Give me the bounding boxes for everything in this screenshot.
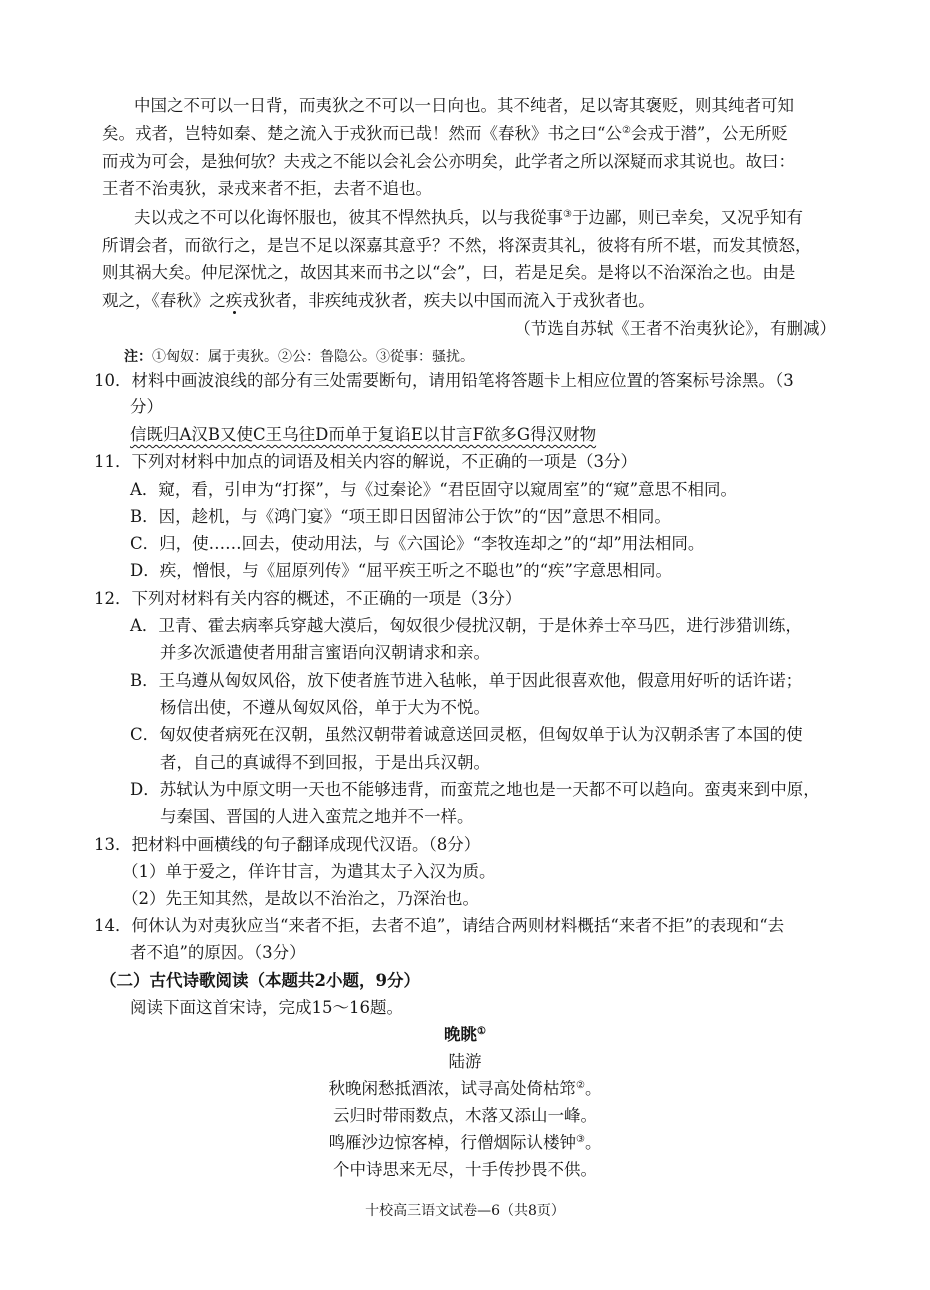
poem-text: 鸣雁沙边惊客棹，行僧烟际认楼钟	[328, 1133, 577, 1152]
option-a: A．窥，看，引申为“打探”，与《过秦论》“君臣固守以窥周室”的“窥”意思不相同。	[130, 480, 738, 499]
translation-sentence-1: （1）单于爱之，佯许甘言，为遣其太子入汉为质。	[122, 862, 496, 881]
poem-line-1	[0, 1078, 930, 1100]
footnote-marker: ①	[477, 1026, 486, 1037]
passage-line	[102, 290, 655, 312]
passage-line: 则其祸大矣。仲尼深忧之，故因其来而书之以“会”，曰，若是足矣。是将以不治深治之也。由是	[102, 263, 796, 282]
option-a-cont: 并多次派遣使者用甜言蜜语向汉朝请求和亲。	[160, 643, 490, 662]
passage-line: 而戎为可会，是独何欤？夫戎之不能以会礼会公亦明矣，此学者之所以深疑而求其说也。故曰：	[102, 152, 795, 171]
footnotes	[124, 346, 474, 368]
passage-line	[134, 207, 803, 229]
poem-title	[0, 1024, 930, 1046]
source-citation: （节选自苏轼《王者不治夷狄论》，有删减）	[514, 319, 836, 338]
footnote-marker: ②	[576, 1080, 585, 1091]
passage-line: 王者不治夷狄，录戎来者不拒，去者不追也。	[102, 179, 432, 198]
passage-text: 会戎于潜”，公无所贬	[630, 124, 788, 143]
question-10-sentence	[130, 424, 596, 446]
footnote-marker: ②	[621, 125, 631, 136]
question-12-stem: 12．下列对材料有关内容的概述，不正确的一项是（3分）	[94, 589, 522, 608]
poem-author: 陆游	[448, 1052, 482, 1071]
passage-text: 戎狄者，非疾纯戎狄者，疾夫以中国而流入于戎狄者也。	[242, 291, 655, 310]
wavy-sentence: 信既归A汉B又使C王乌往D而单于复谄E以甘言F欲多G得汉财物	[130, 425, 597, 444]
question-13-stem: 13．把材料中画横线的句子翻译成现代汉语。（8分）	[94, 835, 481, 854]
question-14-stem: 14．何休认为对夷狄应当“来者不拒，去者不追”，请结合两则材料概括“来者不拒”的表现和“去	[94, 916, 785, 935]
option-c: C．匈奴使者病死在汉朝，虽然汉朝带着诚意送回灵柩，但匈奴单于认为汉朝杀害了本国的使	[130, 725, 803, 744]
passage-text: 观之，《春秋》之	[102, 291, 226, 310]
option-d: D．疾，憎恨，与《屈原列传》“屈平疾王听之不聪也”的“疾”字意思相同。	[130, 561, 672, 580]
passage-text: 夫以戎之不可以化诲怀服也，彼其不悍然执兵，以与我從事	[134, 208, 563, 227]
passage-line: 中国之不可以一日背，而夷狄之不可以一日向也。其不纯者，足以寄其褒贬，则其纯者可知	[134, 96, 794, 115]
option-d: D．苏轼认为中原文明一天也不能够违背，而蛮荒之地也是一天都不可以趋向。蛮夷来到中原，	[130, 780, 820, 799]
passage-text: 矣。戎者，岂特如秦、楚之流入于戎狄而已哉！然而《春秋》书之曰“公	[102, 124, 622, 143]
poem-text: 。	[584, 1079, 602, 1098]
option-b: B．王乌遵从匈奴风俗，放下使者旌节进入毡帐，单于因此很喜欢他，假意用好听的话许诺；	[130, 671, 803, 690]
section-heading: （二）古代诗歌阅读（本题共2小题，9分）	[100, 971, 420, 990]
poem-line-3	[0, 1132, 930, 1154]
section-intro: 阅读下面这首宋诗，完成15～16题。	[130, 998, 403, 1017]
footnote-marker: ③	[563, 209, 572, 220]
footnote-marker: ③	[576, 1134, 585, 1145]
option-a: A．卫青、霍去病率兵穿越大漠后，匈奴很少侵扰汉朝，于是休养士卒马匹，进行涉猎训练，	[130, 616, 802, 635]
poem-title-text: 晚眺	[444, 1025, 478, 1044]
question-14-stem: 者不追”的原因。（3分）	[130, 943, 306, 962]
question-10-stem: 10．材料中画波浪线的部分有三处需要断句，请用铅笔将答题卡上相应位置的答案标号涂黑。（3	[94, 371, 794, 390]
poem-text: 秋晚闲愁抵酒浓，试寻高处倚枯筇	[328, 1079, 577, 1098]
note-text: ①匈奴：属于夷狄。②公：鲁隐公。③從事：骚扰。	[152, 349, 474, 365]
page-footer: 十校高三语文试卷—6（共8页）	[365, 1203, 565, 1219]
option-c: C．归，使……回去，使动用法，与《六国论》“李牧连却之”的“却”用法相同。	[130, 534, 705, 553]
question-11-stem: 11．下列对材料中加点的词语及相关内容的解说，不正确的一项是（3分）	[94, 452, 637, 471]
question-10-stem: 分）	[130, 397, 163, 416]
option-b-cont: 杨信出使，不遵从匈奴风俗，单于大为不悦。	[160, 698, 490, 717]
note-label: 注：	[124, 349, 152, 365]
option-d-cont: 与秦国、晋国的人进入蛮荒之地并不一样。	[160, 807, 474, 826]
option-c-cont: 者，自己的真诚得不到回报，于是出兵汉朝。	[160, 753, 490, 772]
poem-line-4: 个中诗思来无尽，十手传抄畏不供。	[333, 1160, 597, 1179]
passage-line	[102, 123, 788, 145]
dotted-word: 疾	[225, 291, 243, 310]
option-b: B．因，趁机，与《鸿门宴》“项王即日因留沛公于饮”的“因”意思不相同。	[130, 507, 671, 526]
poem-line-2: 云归时带雨数点，木落又添山一峰。	[333, 1106, 597, 1125]
poem-text: 。	[584, 1133, 602, 1152]
passage-text: 于边鄙，则已幸矣，又况乎知有	[571, 208, 803, 227]
passage-line: 所谓会者，而欲行之，是岂不足以深嘉其意乎？不然，将深责其礼，彼将有所不堪，而发其愤怒，	[102, 236, 812, 255]
translation-sentence-2: （2）先王知其然，是故以不治治之，乃深治也。	[122, 889, 479, 908]
